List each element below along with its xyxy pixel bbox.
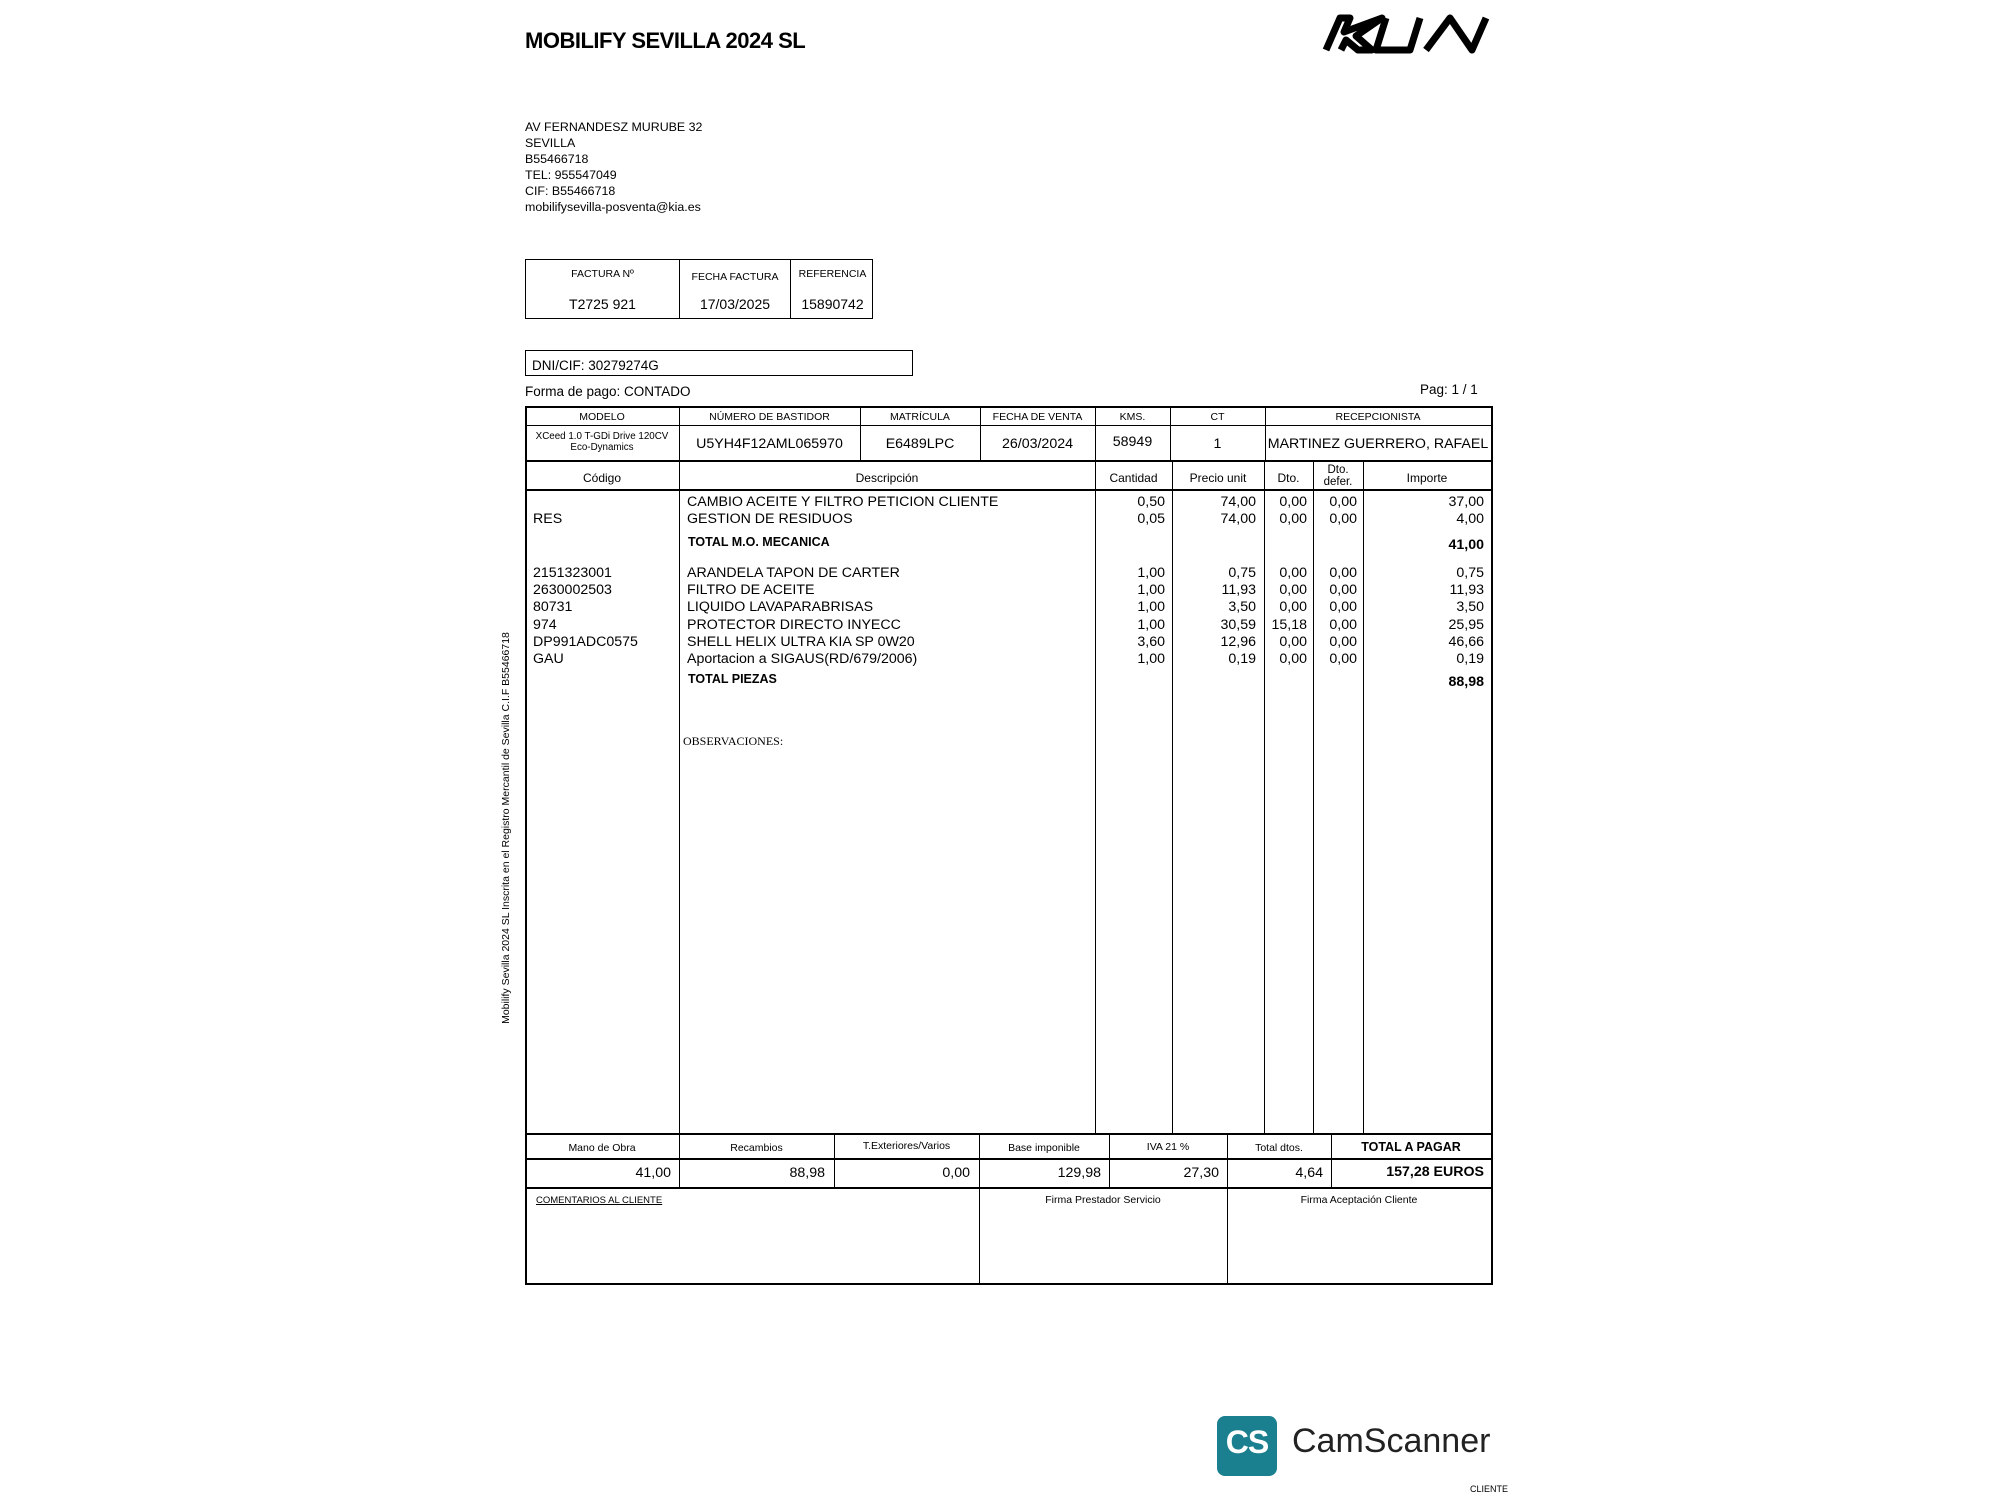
item-desc: Aportacion a SIGAUS(RD/679/2006) [687, 651, 918, 667]
invoice-number: T2725 921 [569, 296, 636, 312]
item-dto: 0,00 [1279, 651, 1307, 667]
item-code: 974 [533, 616, 557, 633]
address-tel: TEL: 955547049 [525, 168, 617, 182]
item-price: 74,00 [1220, 494, 1256, 510]
col-desc-header: Descripción [855, 471, 919, 485]
item-price: 74,00 [1220, 511, 1256, 528]
camscanner-logo-icon [1217, 1416, 1277, 1476]
signature-client-label: Firma Aceptación Cliente [1300, 1194, 1418, 1206]
address-street: AV FERNANDESZ MURUBE 32 [525, 120, 703, 134]
item-code: GAU [533, 651, 564, 667]
item-desc: SHELL HELIX ULTRA KIA SP 0W20 [687, 633, 915, 650]
invoice-number-cell [526, 260, 679, 318]
signature-provider-label: Firma Prestador Servicio [1045, 1194, 1161, 1206]
invoice-date: 17/03/2025 [699, 296, 771, 312]
item-dto: 0,00 [1279, 633, 1307, 650]
item-code: 2151323001 [533, 565, 612, 581]
invoice-ref: 15890742 [801, 296, 864, 312]
col-price-header: Precio unit [1189, 471, 1247, 485]
label-receptionist: RECEPCIONISTA [1335, 411, 1421, 423]
vehicle-receptionist: MARTINEZ GUERRERO, RAFAEL [1267, 436, 1489, 452]
col-defer-header [1313, 464, 1363, 488]
item-dto: 0,00 [1279, 511, 1307, 528]
vehicle-plate: E6489LPC [885, 436, 955, 452]
item-code: RES [533, 511, 563, 528]
item-amount: 0,19 [1456, 651, 1484, 667]
invoice-date-label: FECHA FACTURA [691, 271, 779, 283]
vehicle-model-line1: XCeed 1.0 T-GDi Drive 120CV [535, 431, 669, 442]
item-qty: 0,05 [1137, 511, 1165, 528]
labour-total: 41,00 [1448, 537, 1484, 553]
item-amount: 37,00 [1448, 494, 1484, 510]
item-desc: LIQUIDO LAVAPARABRISAS [687, 599, 874, 616]
col-defer-header-1: Dto. [1327, 464, 1349, 476]
total-label-base: Base imponible [1008, 1142, 1080, 1154]
item-price: 3,50 [1228, 599, 1256, 616]
label-plate: MATRÍCULA [890, 411, 950, 423]
address-email: mobilifysevilla-posventa@kia.es [525, 200, 701, 214]
address-cif: CIF: B55466718 [525, 184, 616, 198]
item-defer: 0,00 [1329, 494, 1357, 510]
kia-logo [1322, 12, 1490, 57]
vehicle-model [525, 431, 679, 453]
labour-total-label: TOTAL M.O. MECANICA [688, 535, 830, 549]
item-price: 0,75 [1228, 565, 1256, 581]
total-to-pay: 157,28 EUROS [1386, 1164, 1484, 1180]
item-qty: 1,00 [1137, 565, 1165, 581]
item-qty: 1,00 [1137, 651, 1165, 667]
item-dto: 0,00 [1279, 599, 1307, 616]
payment-method: Forma de pago: CONTADO [525, 384, 691, 399]
invoice-date-cell [679, 260, 790, 318]
label-vin: NÚMERO DE BASTIDOR [709, 411, 830, 423]
vehicle-sale-date: 26/03/2024 [1001, 436, 1073, 452]
company-address [525, 119, 702, 215]
item-code: 80731 [533, 599, 573, 616]
col-dto-header: Dto. [1277, 471, 1300, 485]
item-defer: 0,00 [1329, 565, 1357, 581]
item-qty: 1,00 [1137, 616, 1165, 633]
total-vat: 27,30 [1183, 1165, 1219, 1181]
item-defer: 0,00 [1329, 633, 1357, 650]
item-desc: GESTION DE RESIDUOS [687, 511, 853, 528]
camscanner-logo-letters: CS [1225, 1424, 1269, 1460]
invoice-ref-label: REFERENCIA [798, 268, 867, 280]
item-code: 2630002503 [533, 582, 612, 599]
item-amount: 25,95 [1448, 616, 1484, 633]
total-label-vat: IVA 21 % [1146, 1141, 1190, 1153]
address-city: SEVILLA [525, 136, 576, 150]
label-model: MODELO [579, 411, 625, 423]
registry-side-text: Mobilify Sevilla 2024 SL Inscrita en el Registro Mercantil de Sevilla C.I.F B55466718 [500, 632, 512, 1024]
vehicle-model-line2: Eco-Dynamics [570, 442, 634, 453]
page-number: Pag: 1 / 1 [1420, 382, 1478, 397]
item-dto: 15,18 [1271, 616, 1307, 633]
company-name: MOBILIFY SEVILLA 2024 SL [525, 28, 806, 53]
item-qty: 3,60 [1137, 633, 1165, 650]
item-dto: 0,00 [1279, 494, 1307, 510]
item-desc: ARANDELA TAPON DE CARTER [687, 565, 900, 581]
total-label-labour: Mano de Obra [568, 1142, 636, 1154]
item-price: 12,96 [1220, 633, 1256, 650]
item-desc: FILTRO DE ACEITE [687, 582, 815, 599]
item-defer: 0,00 [1329, 651, 1357, 667]
total-label-external: T.Exteriores/Varios [862, 1140, 951, 1152]
invoice-info-box [525, 259, 873, 319]
item-amount: 11,93 [1449, 582, 1484, 599]
item-amount: 46,66 [1448, 633, 1484, 650]
customer-dni: DNI/CIF: 30279274G [525, 350, 913, 376]
col-code-header: Código [582, 471, 622, 485]
item-code: DP991ADC0575 [533, 633, 638, 650]
item-dto: 0,00 [1279, 565, 1307, 581]
total-discounts: 4,64 [1295, 1165, 1323, 1181]
col-qty-header: Cantidad [1109, 471, 1158, 485]
total-external: 0,00 [942, 1165, 970, 1181]
client-label: CLIENTE [1470, 1484, 1509, 1494]
col-amount-header: Importe [1406, 471, 1448, 485]
item-qty: 0,50 [1137, 494, 1165, 510]
vehicle-ct: 1 [1213, 436, 1222, 452]
item-amount: 3,50 [1456, 599, 1484, 616]
invoice-number-label: FACTURA Nº [571, 268, 634, 280]
label-sale-date: FECHA DE VENTA [992, 411, 1083, 423]
camscanner-name: CamScanner [1292, 1422, 1491, 1460]
item-price: 11,93 [1221, 582, 1256, 599]
label-ct: CT [1210, 411, 1225, 423]
item-price: 0,19 [1228, 651, 1256, 667]
item-desc: CAMBIO ACEITE Y FILTRO PETICION CLIENTE [687, 494, 999, 510]
comments-label: COMENTARIOS AL CLIENTE [536, 1195, 663, 1206]
item-amount: 4,00 [1456, 511, 1484, 528]
item-qty: 1,00 [1137, 599, 1165, 616]
item-amount: 0,75 [1456, 565, 1484, 581]
label-kms: KMS. [1119, 411, 1146, 423]
item-defer: 0,00 [1329, 582, 1357, 599]
total-parts: 88,98 [789, 1165, 825, 1181]
total-label-to-pay: TOTAL A PAGAR [1361, 1140, 1461, 1154]
vehicle-kms: 58949 [1112, 434, 1153, 450]
item-qty: 1,00 [1137, 582, 1165, 599]
total-label-discounts: Total dtos. [1255, 1142, 1303, 1154]
total-base: 129,98 [1057, 1165, 1101, 1181]
address-id: B55466718 [525, 152, 589, 166]
col-defer-header-2: defer. [1323, 476, 1353, 488]
item-desc: PROTECTOR DIRECTO INYECC [687, 616, 901, 633]
invoice-ref-cell [790, 260, 874, 318]
total-labour: 41,00 [635, 1165, 671, 1181]
parts-total: 88,98 [1448, 674, 1484, 690]
total-label-parts: Recambios [730, 1142, 783, 1154]
vehicle-vin: U5YH4F12AML065970 [696, 436, 843, 452]
parts-total-label: TOTAL PIEZAS [688, 672, 777, 686]
item-price: 30,59 [1220, 616, 1256, 633]
observations-label: OBSERVACIONES: [683, 734, 784, 748]
item-defer: 0,00 [1329, 599, 1357, 616]
item-defer: 0,00 [1329, 616, 1357, 633]
item-dto: 0,00 [1279, 582, 1307, 599]
item-defer: 0,00 [1329, 511, 1357, 528]
